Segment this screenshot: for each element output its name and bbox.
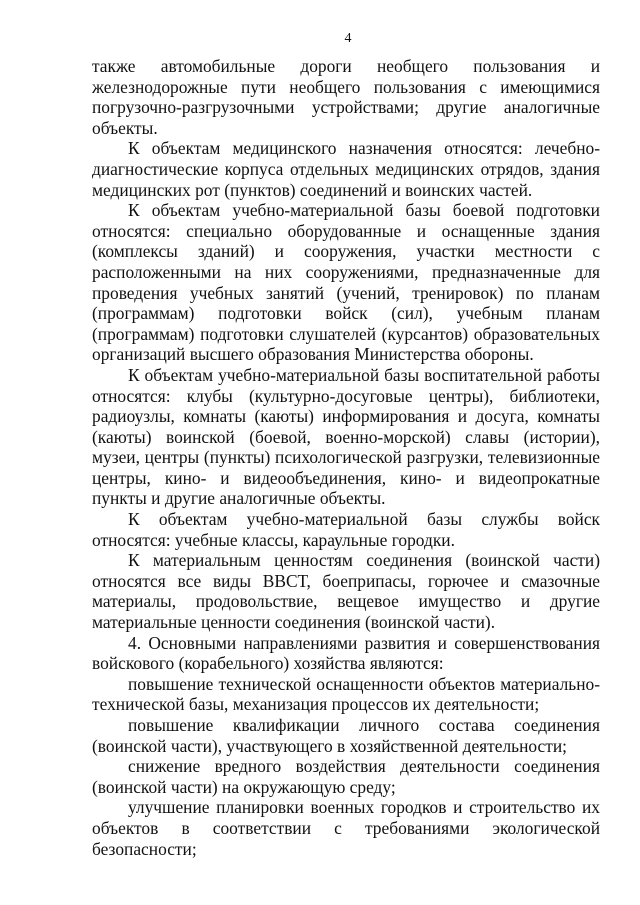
paragraph: К объектам учебно-материальной базы службы войск относятся: учебные классы, караульные городки. — [92, 509, 600, 550]
paragraph: К материальным ценностям соединения (воинской части) относятся все виды ВВСТ, боеприпасы, горючее и смазочные материалы, продовольствие, вещевое имущество и другие материальные ценности соединения (воинской части). — [92, 550, 600, 633]
paragraph: улучшение планировки военных городков и строительство их объектов в соответствии с требованиями экологической безопасности; — [92, 797, 600, 859]
paragraph: снижение вредного воздействия деятельности соединения (воинской части) на окружающую среду; — [92, 756, 600, 797]
document-page — [92, 30, 600, 859]
paragraph: повышение технической оснащенности объектов материально-технической базы, механизация процессов их деятельности; — [92, 673, 600, 715]
paragraph: также автомобильные дороги необщего пользования и железнодорожные пути необщего пользования с имеющимися погрузочно-разгрузочными устройствами; другие аналогичные объекты. — [92, 56, 600, 138]
page-number: 4 — [344, 31, 352, 46]
paragraph: К объектам учебно-материальной базы боевой подготовки относятся: специально оборудованные и оснащенные здания (комплексы зданий) и сооружения, участки местности с расположенными на них сооружениями, предназначенные для проведения учебных занятий (учений, тренировок) по планам (программам) подготовки войск (сил), учебным планам (программам) подготовки слушателей (курсантов) образовательных организаций высшего образования Министерства обороны. — [92, 200, 600, 365]
body-text — [92, 56, 600, 859]
paragraph: повышение квалификации личного состава соединения (воинской части), участвующего в хозяйственной деятельности; — [92, 715, 600, 756]
paragraph: 4. Основными направлениями развития и совершенствования войскового (корабельного) хозяйства являются: — [92, 632, 600, 674]
paragraph: К объектам учебно-материальной базы воспитательной работы относятся: клубы (культурно-досуговые центры), библиотеки, радиоузлы, комнаты (каюты) информирования и досуга, комнаты (каюты) воинской (боевой, военно-морской) славы (истории), музеи, центры (пункты) психологической разгрузки, телевизионные центры, кино- и видеообъединения, кино- и видеопрокатные пункты и другие аналогичные объекты. — [92, 364, 600, 509]
paragraph: К объектам медицинского назначения относятся: лечебно-диагностические корпуса отдельных медицинских отрядов, здания медицинских рот (пунктов) соединений и воинских частей. — [92, 138, 600, 200]
